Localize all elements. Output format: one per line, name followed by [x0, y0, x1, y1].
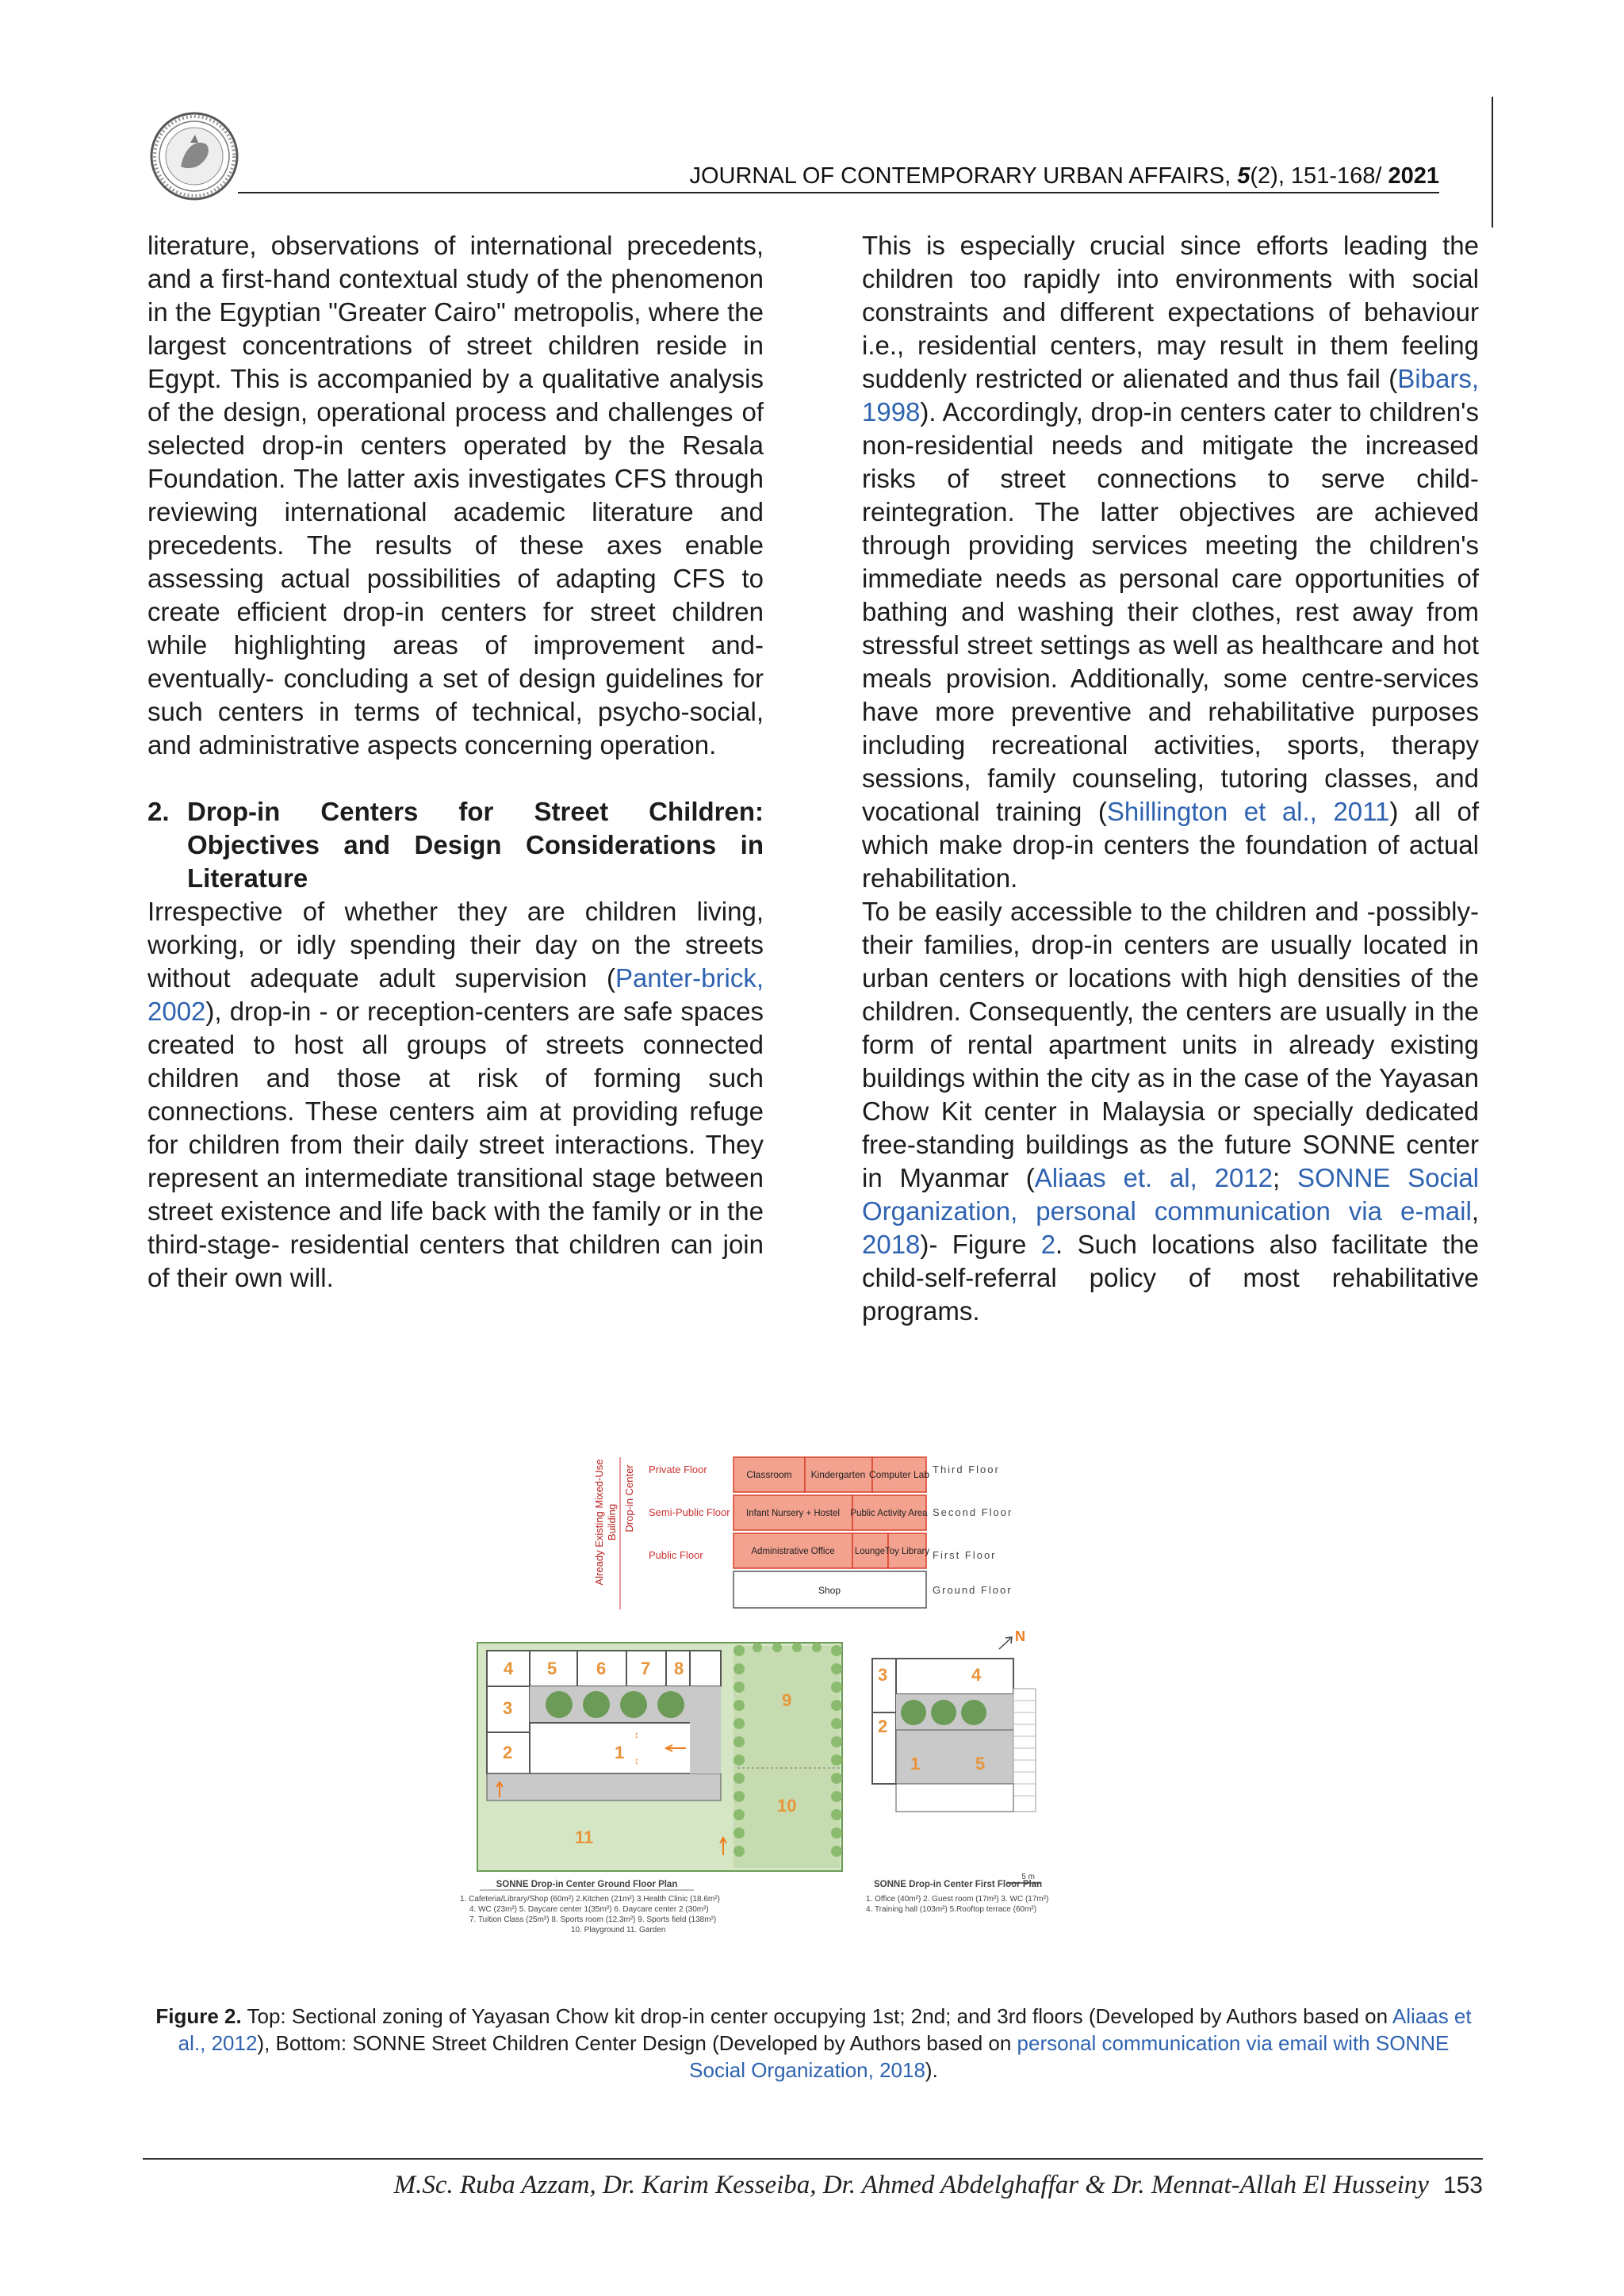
paragraph-objectives: This is especially crucial since efforts leading the children too rapidly into environments with social constraints and different expectations of behaviour i.e., residential centers, may result in them feeling suddenly restricted or alienated and thus fail (Bibars, 1998). Accordingly, drop-in centers cater to children's non-residential needs and mitigate the increased risks of street connections to serve child-reintegration. The latter objectives are achieved through providing services meeting the children's immediate needs as personal care opportunities of bathing and washing their clothes, rest away from stressful street settings as well as healthcare and hot meals provision. Additionally, some centre-services have more preventive and rehabilitative purposes including recreational activities, sports, therapy sessions, family counseling, tutoring classes, and vocational training (Shillington et al., 2011) all of which make drop-in centers the foundation of actual rehabilitation.: [862, 231, 1479, 893]
figure-caption: Figure 2. Top: Sectional zoning of Yayasan Chow kit drop-in center occupying 1st; 2nd; and 3rd floors (Developed by Authors based on Aliaas et al., 2012), Bottom: SONNE Street Children Center Design (Developed by Authors based on personal communication via email with SONNE Social Organization, 2018).: [155, 2004, 1472, 2082]
label-ground-floor: Ground Floor: [933, 1584, 1013, 1596]
section-title: Drop-in Centers for Street Children: Objectives and Design Considerations in Literature: [187, 797, 764, 893]
ground-floor-plan: [477, 1643, 842, 1871]
running-header: JOURNAL OF CONTEMPORARY URBAN AFFAIRS, 5(2), 151-168/ 2021: [689, 163, 1439, 189]
plan-number-8: 8: [674, 1659, 684, 1678]
label-first-floor: First Floor: [933, 1549, 997, 1561]
sectional-zoning-diagram: [593, 1457, 1013, 1609]
ground-legend-line-2: 4. WC (23m²) 5. Daycare center 1(35m²) 6. Daycare center 2 (30m²): [469, 1905, 709, 1914]
citation-link[interactable]: SONNE Social Organization, personal communication via e-mail: [862, 1163, 1480, 1226]
plan-number-1: 1: [615, 1743, 625, 1762]
svg-text:↕: ↕: [634, 1729, 639, 1740]
journal-seal-logo: [149, 111, 239, 201]
ground-legend-line-1: 1. Cafeteria/Library/Shop (60m²) 2.Kitchen (21m²) 3.Health Clinic (18.6m²): [460, 1895, 720, 1904]
first-number-3: 3: [878, 1665, 888, 1685]
citation-link[interactable]: 2018: [862, 1230, 921, 1259]
plan-number-5: 5: [547, 1659, 557, 1678]
north-label: N: [1015, 1628, 1025, 1644]
room-toy-library: Toy Library: [884, 1547, 930, 1556]
plan-number-11: 11: [575, 1827, 594, 1847]
floor-type-private: Private Floor: [649, 1464, 707, 1475]
ground-legend-line-3: 7. Tuition Class (25m²) 8. Sports room (12.3m²) 9. Sports field (138m²): [469, 1915, 717, 1924]
first-floor-legend: [866, 1880, 1048, 1914]
citation-link[interactable]: personal communication via email with SONNE Social Organization, 2018: [689, 2031, 1450, 2082]
building-label: Building: [606, 1503, 618, 1541]
figure-link[interactable]: 2: [1040, 1230, 1056, 1259]
room-lounge: Lounge: [854, 1547, 886, 1556]
first-number-4: 4: [971, 1665, 982, 1685]
first-number-1: 1: [910, 1754, 921, 1774]
room-classroom: Classroom: [746, 1469, 792, 1480]
room-kindergarten: Kindergarten: [810, 1469, 866, 1480]
room-shop: Shop: [818, 1585, 841, 1596]
plan-number-6: 6: [596, 1659, 607, 1678]
section-heading: [147, 795, 764, 895]
plan-number-2: 2: [503, 1743, 513, 1762]
room-admin-office: Administrative Office: [751, 1547, 835, 1556]
floor-type-public: Public Floor: [649, 1549, 703, 1561]
header-rule: [238, 192, 1439, 193]
first-legend-line-2: 4. Training hall (103m²) 5.Rooftop terrace (60m²): [866, 1905, 1037, 1914]
plan-number-9: 9: [782, 1690, 792, 1710]
plan-number-10: 10: [777, 1796, 797, 1816]
room-computer-lab: Computer Lab: [868, 1469, 930, 1480]
existing-building-label: Already Existing Mixed-Use: [593, 1459, 605, 1586]
footer-authors: M.Sc. Ruba Azzam, Dr. Karim Kesseiba, Dr. Ahmed Abdelghaffar & Dr. Mennat-Allah El Husseiny: [393, 2171, 1429, 2199]
plan-number-7: 7: [641, 1659, 651, 1678]
scale-label: 5 m: [1021, 1873, 1035, 1881]
paragraph-drop-in: Irrespective of whether they are children living, working, or idly spending their day on the streets without adequate adult supervision (Panter-brick, 2002), drop-in - or reception-centers are safe spaces created to host all groups of streets connected children and those at risk of forming such connections. These centers aim at providing refuge for children from their daily street interactions. They represent an intermediate transitional stage between street existence and life back with the family or in the third-stage- residential centers that children can join of their own will.: [147, 897, 764, 1292]
floor-type-semipublic: Semi-Public Floor: [649, 1506, 730, 1518]
svg-text:↕: ↕: [634, 1755, 639, 1766]
header-vertical-rule: [1492, 97, 1493, 228]
footer-rule: [143, 2158, 1483, 2160]
right-column: [862, 229, 1479, 1328]
citation-link[interactable]: Shillington et al., 2011: [1106, 797, 1390, 826]
first-number-2: 2: [878, 1716, 888, 1736]
paragraph-location: To be easily accessible to the children and -possibly- their families, drop-in centers are usually located in urban centers or locations with high densities of the children. Consequently, the centers are usually in the form of rental apartment units in already existing buildings within the city as in the case of the Yayasan Chow Kit center in Malaysia or specially dedicated free-standing buildings as the future SONNE center in Myanmar (Aliaas et. al, 2012; SONNE Social Organization, personal communication via e-mail, 2018)- Figure 2. Such locations also facilitate the child-self-referral policy of most rehabilitative programs.: [862, 897, 1480, 1326]
section-number: 2.: [147, 797, 170, 826]
plan-number-3: 3: [503, 1698, 513, 1718]
first-legend-line-1: 1. Office (40m²) 2. Guest room (17m²) 3. WC (17m²): [866, 1895, 1049, 1904]
figure-2: [452, 1451, 1055, 1952]
drop-in-center-label: Drop-in Center: [623, 1464, 635, 1533]
ground-plan-title: SONNE Drop-in Center Ground Floor Plan: [496, 1880, 678, 1889]
paragraph-intro: literature, observations of international precedents, and a first-hand contextual study of the phenomenon in the Egyptian "Greater Cairo" metropolis, where the largest concentrations of street children reside in Egypt. This is accompanied by a qualitative analysis of the design, operational process and challenges of selected drop-in centers operated by the Resala Foundation. The latter axis investigates CFS through reviewing international academic literature and precedents. The results of these axes enable assessing actual possibilities of adapting CFS to create efficient drop-in centers for street children while highlighting areas of improvement and- eventually- concluding a set of design guidelines for such centers in terms of technical, psycho-social, and administrative aspects concerning operation.: [147, 231, 764, 760]
room-infant-nursery: Infant Nursery + Hostel: [746, 1509, 840, 1518]
plan-number-4: 4: [504, 1659, 514, 1678]
page-number: 153: [1442, 2172, 1483, 2198]
citation-link[interactable]: Aliaas et. al, 2012: [1034, 1163, 1274, 1192]
label-third-floor: Third Floor: [933, 1464, 1000, 1475]
room-public-activity: Public Activity Area: [850, 1509, 928, 1518]
ground-legend-line-4: 10. Playground 11. Garden: [571, 1926, 666, 1934]
label-second-floor: Second Floor: [933, 1506, 1013, 1518]
citation-link[interactable]: Aliaas et al., 2012: [178, 2004, 1472, 2055]
first-plan-title: SONNE Drop-in Center First Floor Plan: [874, 1880, 1043, 1889]
ground-floor-legend: [460, 1880, 720, 1934]
figure-label: Figure 2.: [155, 2004, 242, 2028]
citation-link[interactable]: Panter-brick, 2002: [147, 963, 764, 1026]
page-footer: [143, 2171, 1483, 2200]
first-floor-plan: [872, 1628, 1040, 1883]
citation-link[interactable]: Bibars, 1998: [862, 364, 1479, 427]
first-number-5: 5: [975, 1754, 986, 1774]
left-column: [147, 229, 764, 1295]
